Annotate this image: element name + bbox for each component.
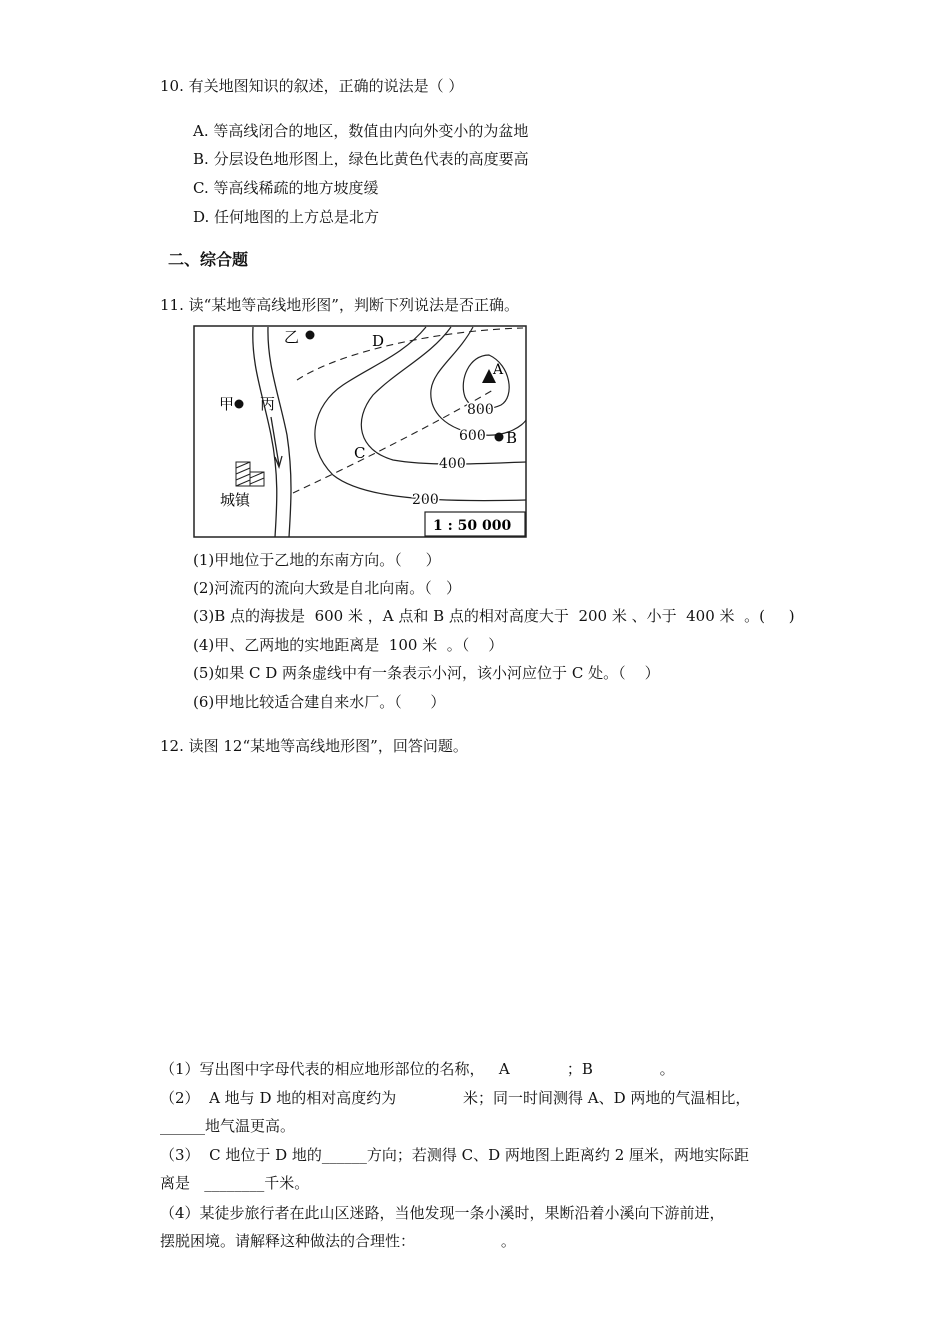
- q10-option-d[interactable]: [193, 207, 379, 227]
- q12-line-7: 摆脱困境。请解释这种做法的合理性： 。: [160, 1232, 516, 1250]
- label-a: A: [493, 362, 504, 378]
- q10-stem: 10. 有关地图知识的叙述，正确的说法是（ ）: [160, 77, 464, 95]
- label-b: B: [506, 429, 518, 447]
- label-400: 400: [439, 456, 466, 472]
- q10-option-c[interactable]: [193, 178, 379, 198]
- q11-stem: 11. 读“某地等高线地形图”，判断下列说法是否正确。: [160, 296, 519, 314]
- q11-item-3: (3)B 点的海拔是 600 米 ，A 点和 B 点的相对高度大于 200 米 、小于 400 米 。( ): [193, 607, 795, 625]
- q12-line-1: （1）写出图中字母代表的相应地形部位的名称， A ；B 。: [160, 1060, 675, 1078]
- option-letter: B.: [193, 150, 209, 168]
- q11-item-6: (6)甲地比较适合建自来水厂。（ ）: [193, 693, 446, 711]
- option-letter: D.: [193, 208, 210, 226]
- q11-item-2: (2)河流丙的流向大致是自北向南。（ ）: [193, 579, 462, 597]
- section-title: 二、综合题: [168, 250, 249, 269]
- option-text: 分层设色地形图上，绿色比黄色代表的高度要高: [213, 150, 529, 168]
- option-text: 等高线闭合的地区，数值由内向外变小的为盆地: [213, 122, 529, 140]
- point-b-dot: [495, 433, 504, 442]
- q11-item-4: (4)甲、乙两地的实地距离是 100 米 。（ ）: [193, 636, 504, 654]
- q10-option-a[interactable]: [193, 121, 528, 141]
- label-yi: 乙: [284, 328, 300, 346]
- point-jia-dot: [235, 400, 244, 409]
- label-600: 600: [459, 428, 486, 444]
- q12-line-6: （4）某徒步旅行者在此山区迷路，当他发现一条小溪时，果断沿着小溪向下游前进，: [160, 1204, 725, 1222]
- q12-line-2: （2） A 地与 D 地的相对高度约为 米；同一时间测得 A、D 两地的气温相比，: [160, 1089, 751, 1107]
- option-letter: C.: [193, 179, 209, 197]
- option-letter: A.: [193, 122, 209, 140]
- option-text: 等高线稀疏的地方坡度缓: [213, 179, 379, 197]
- q12-line-3: ______地气温更高。: [160, 1117, 296, 1135]
- label-bing: 丙: [260, 395, 276, 413]
- scale-label: 1 : 50 000: [433, 518, 512, 534]
- label-c: C: [354, 444, 366, 462]
- label-800: 800: [467, 402, 494, 418]
- q12-line-5: 离是 ________千米。: [160, 1174, 310, 1192]
- label-d: D: [372, 332, 385, 350]
- label-jia: 甲: [219, 395, 235, 413]
- q12-stem: 12. 读图 12“某地等高线地形图”，回答问题。: [160, 737, 468, 755]
- label-town: 城镇: [220, 491, 251, 509]
- label-200: 200: [412, 492, 439, 508]
- q11-item-5: (5)如果 C D 两条虚线中有一条表示小河，该小河应位于 C 处。（ ）: [193, 664, 660, 682]
- point-yi-dot: [306, 331, 315, 340]
- q11-item-1: (1)甲地位于乙地的东南方向。（ ）: [193, 551, 441, 569]
- contour-map: [193, 325, 527, 538]
- option-text: 任何地图的上方总是北方: [214, 208, 380, 226]
- q10-option-b[interactable]: [193, 149, 529, 169]
- q12-line-4: （3） C 地位于 D 地的______方向；若测得 C、D 两地图上距离约 2 厘米，两地实际距: [160, 1146, 750, 1164]
